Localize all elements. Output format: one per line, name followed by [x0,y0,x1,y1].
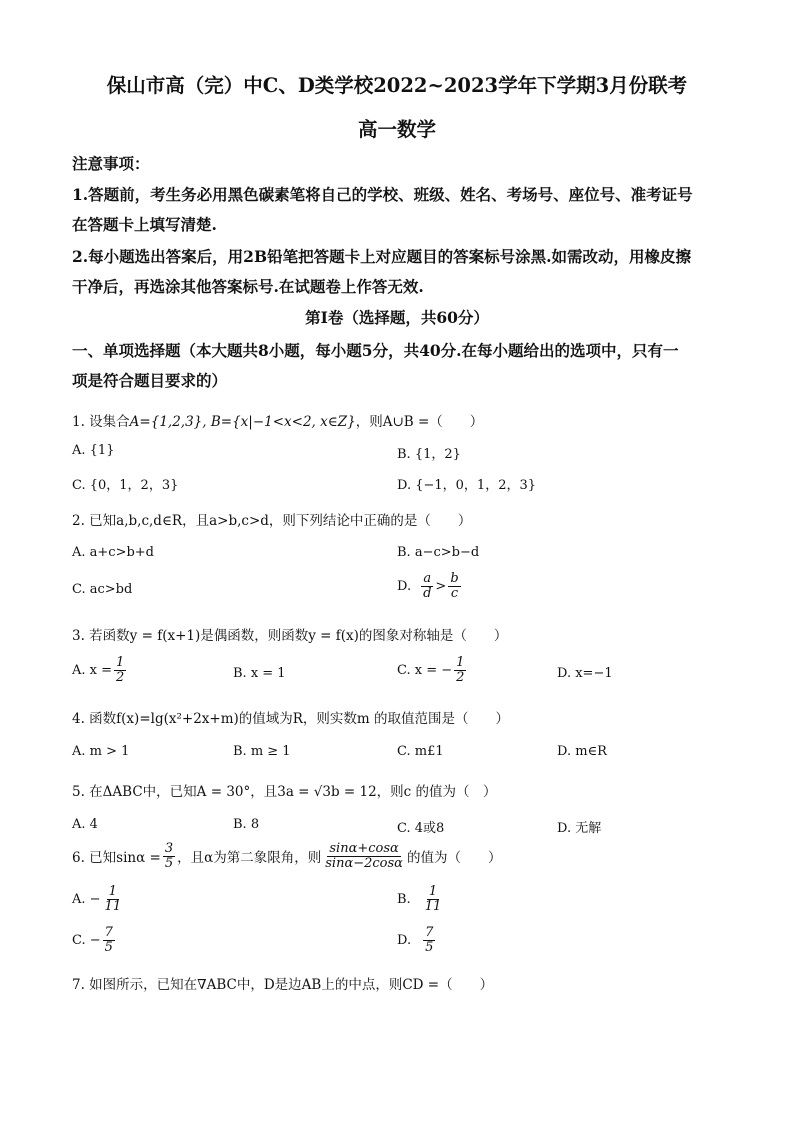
question-6-option-c-label: C. − [72,932,101,948]
question-4-option-c: C. m£1 [397,744,444,759]
question-2-option-c: C. ac>bd [72,582,133,597]
section-heading-line-1: 一、单项选择题（本大题共8小题，每小题5分，共40分.在每小题给出的选项中，只有一 [72,341,679,360]
question-6-stem [72,842,501,870]
question-2-stem: 2. 已知a,b,c,d∈R，且a>b,c>d，则下列结论中正确的是（ ） [72,513,472,529]
question-2-option-d-frac-1: $\frac{a}{d}$ [423,571,432,601]
question-2-option-d-label: D. [397,578,412,594]
question-6-stem-mid: ，且α为第二象限角，则 [177,850,322,867]
question-6-stem-frac-2: $\frac{\sin\alpha+\cos\alpha}{\sin\alpha-2\cos\alpha}$ [325,841,403,871]
question-1-option-d: D. {−1，0，1，2，3} [397,478,537,493]
question-5-option-c: C. 4或8 [397,821,445,836]
notice-heading: 注意事项： [72,154,150,173]
question-4-option-d: D. m∈R [557,744,607,759]
question-3-option-c [397,656,468,684]
question-1-option-a: A. {1} [72,443,115,458]
question-2-option-a: A. a+c>b+d [72,545,155,560]
question-6-option-c [72,926,117,954]
question-6-option-a-frac: $\frac{1}{11}$ [104,884,122,914]
question-6-option-b-frac: $\frac{1}{11}$ [424,884,442,914]
question-3-option-c-label: C. x = − [397,662,453,678]
question-3-option-a [72,656,128,684]
question-3-option-b: B. x = 1 [233,666,286,681]
question-1-option-c: C. {0，1，2，3} [72,478,179,493]
question-2-option-d-frac-2: $\frac{b}{c}$ [450,571,459,601]
question-1-option-b: B. {1，2} [397,447,461,462]
question-2-option-d [397,572,463,600]
question-6-option-d-frac: $\frac{7}{5}$ [425,925,434,955]
question-6-stem-frac: $\frac{3}{5}$ [164,841,174,871]
question-6-stem-pre: 6. 已知sinα = [72,850,161,867]
question-3-option-a-label: A. x = [72,662,113,678]
notice-item-1-line-2: 在答题卡上填写清楚. [72,215,217,234]
question-4-option-b: B. m ≥ 1 [233,744,291,759]
notice-item-2-line-1: 2.每小题选出答案后，用2B铅笔把答题卡上对应题目的答案标号涂黑.如需改动，用橡皮擦 [72,247,691,266]
question-2-option-d-op: > [435,578,447,594]
question-6-option-b [397,885,445,913]
question-4-option-a: A. m > 1 [72,744,130,759]
notice-item-1-line-1: 1.答题前，考生务必用黑色碳素笔将自己的学校、班级、姓名、考场号、座位号、准考证号 [72,185,693,204]
question-3-option-d: D. x=−1 [557,666,613,681]
question-2-option-b: B. a−c>b−d [397,545,480,560]
question-6-option-a [72,885,125,913]
question-6-option-d [397,926,437,954]
question-5-option-a: A. 4 [72,817,98,832]
question-1-stem [72,410,483,430]
question-5-option-b: B. 8 [233,817,260,832]
notice-item-2-line-2: 干净后，再选涂其他答案标号.在试题卷上作答无效. [72,277,424,296]
exam-subject: 高一数学 [357,118,436,141]
question-6-option-a-label: A. − [72,891,101,907]
question-6-stem-post: 的值为（ ） [406,850,502,867]
question-1-stem-pre: 1. 设集合 [72,414,130,430]
exam-title: 保山市高（完）中C、D类学校2022~2023学年下学期3月份联考 [106,74,688,97]
question-6-option-b-label: B. [397,891,411,907]
question-4-stem: 4. 函数f(x)=lg(x²+2x+m)的值域为R，则实数m 的取值范围是（ ） [72,711,510,727]
section-heading-line-2: 项是符合题目要求的） [72,371,228,390]
question-1-stem-math: A={1,2,3}, B={x|−1<x<2, x∈Z} [129,414,356,430]
part1-title: 第I卷（选择题，共60分） [305,308,489,327]
question-6-option-c-frac: $\frac{7}{5}$ [104,925,113,955]
question-5-stem: 5. 在ΔABC中，已知A = 30°，且3a = √3b = 12，则c 的值为（ ） [72,784,497,800]
question-6-option-d-label: D. [397,932,412,948]
question-1-stem-post: ，则A∪B =（ ） [355,414,484,430]
question-3-stem: 3. 若函数y = f(x+1)是偶函数，则函数y = f(x)的图象对称轴是（ ） [72,628,508,644]
question-3-option-a-frac: $\frac{1}{2}$ [116,655,125,685]
question-3-option-c-frac: $\frac{1}{2}$ [456,655,465,685]
question-5-option-d: D. 无解 [557,821,602,836]
question-7-stem: 7. 如图所示，已知在∇ABC中，D是边AB上的中点，则CD =（ ） [72,977,494,993]
